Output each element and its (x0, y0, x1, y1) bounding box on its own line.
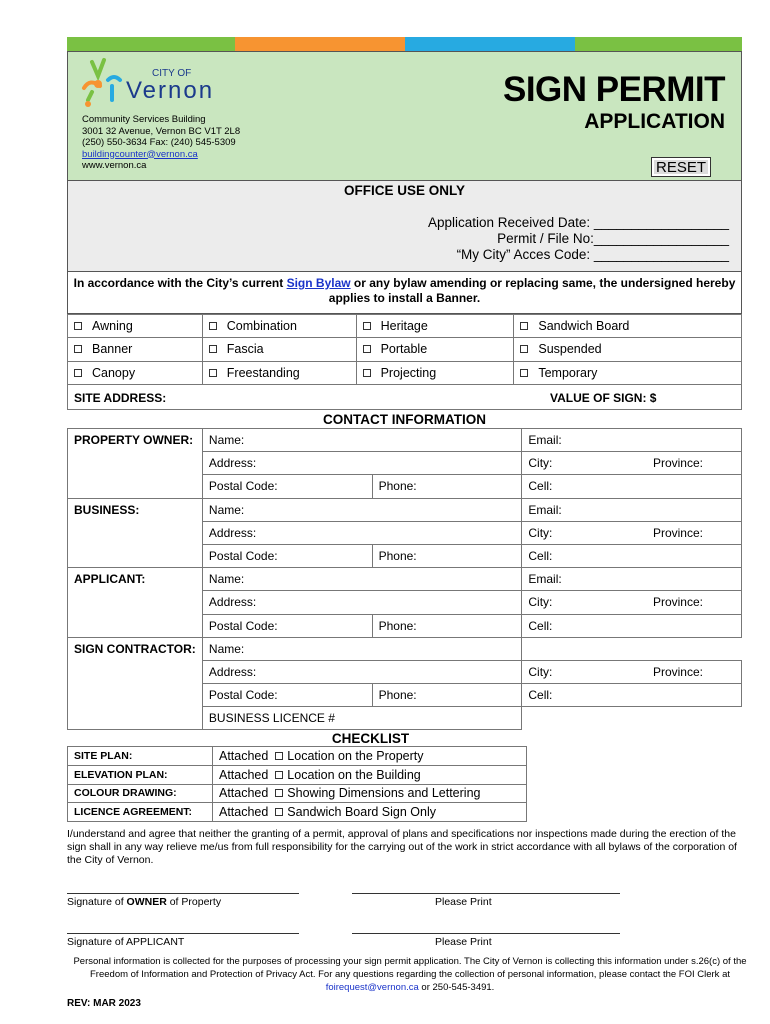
checkbox-icon[interactable] (74, 322, 82, 330)
checkbox-icon[interactable] (275, 789, 283, 797)
checkbox-icon[interactable] (275, 808, 283, 816)
office-use-section (67, 181, 742, 272)
checklist-label: COLOUR DRAWING: (68, 784, 213, 803)
checklist-item[interactable]: Attached Sandwich Board Sign Only (213, 803, 527, 822)
address-line: 3001 32 Avenue, Vernon BC V1T 2L8 (82, 125, 241, 137)
form-header (67, 51, 742, 181)
reset-button[interactable]: RESET (651, 157, 711, 177)
applicant-signature-line[interactable] (67, 933, 299, 934)
office-use-title: OFFICE USE ONLY (343, 183, 466, 198)
form-title: SIGN PERMIT (502, 70, 725, 109)
checklist-label: SITE PLAN: (68, 747, 213, 766)
address-field[interactable]: Address: (202, 452, 521, 475)
form-subtitle: APPLICATION (584, 110, 725, 133)
sign-type-option[interactable]: Canopy (68, 361, 203, 384)
phone-field[interactable]: Phone: (372, 684, 522, 707)
revision-label: REV: MAR 2023 (67, 998, 141, 1009)
sign-type-option[interactable]: Combination (202, 315, 356, 338)
email-field[interactable]: Email: (522, 498, 742, 521)
owner-signature-line[interactable] (67, 893, 299, 894)
checkbox-icon[interactable] (363, 369, 371, 377)
province-field[interactable]: Province: (652, 664, 703, 679)
checkbox-icon[interactable] (520, 322, 528, 330)
name-field[interactable]: Name: (202, 568, 521, 591)
role-label: PROPERTY OWNER: (68, 429, 203, 499)
address-field[interactable]: Address: (202, 521, 521, 544)
email-link[interactable]: buildingcounter@vernon.ca (82, 148, 198, 160)
address-field[interactable]: Address: (202, 660, 521, 683)
sign-type-option[interactable]: Banner (68, 338, 203, 361)
name-field[interactable]: Name: (202, 637, 521, 660)
checkbox-icon[interactable] (209, 322, 217, 330)
sign-bylaw-link[interactable]: Sign Bylaw (286, 276, 351, 290)
city-field[interactable]: City: Province: (522, 660, 742, 683)
cell-field[interactable]: Cell: (522, 684, 742, 707)
checkbox-icon[interactable] (520, 369, 528, 377)
agreement-text: I/understand and agree that neither the granting of a permit, approval of plans and specifications nor inspections made during the erection of the sign shall in any way relieve me/us from full responsibility for the carrying out of the work in strict accordance with all bylaws of the corporation of the City of Vernon. (67, 828, 737, 866)
checkbox-icon[interactable] (209, 369, 217, 377)
cell-field[interactable]: Cell: (522, 544, 742, 567)
color-bar-segment (67, 37, 235, 51)
checklist-title: CHECKLIST (331, 731, 410, 746)
sign-type-option[interactable]: Heritage (356, 315, 514, 338)
checklist-table (67, 746, 527, 822)
cell-field[interactable]: Cell: (522, 475, 742, 498)
color-bar-segment (575, 37, 742, 51)
checklist-item[interactable]: Attached Showing Dimensions and Lettering (213, 784, 527, 803)
checklist-item[interactable]: Attached Location on the Property (213, 747, 527, 766)
cell-field[interactable]: Cell: (522, 614, 742, 637)
brand-color-bar (67, 37, 742, 51)
please-print-label: Please Print (435, 936, 492, 948)
checkbox-icon[interactable] (74, 369, 82, 377)
province-field[interactable]: Province: (652, 595, 703, 610)
sign-type-option[interactable]: Temporary (514, 361, 742, 384)
checklist-label: LICENCE AGREEMENT: (68, 803, 213, 822)
role-label: SIGN CONTRACTOR: (68, 637, 203, 730)
sign-type-options (67, 314, 742, 385)
value-of-sign-field[interactable]: VALUE OF SIGN: $ (550, 391, 657, 405)
city-of-vernon-logo (78, 56, 248, 112)
owner-signature-label: Signature of OWNER of Property (67, 896, 222, 908)
postal-code-field[interactable]: Postal Code: (202, 475, 372, 498)
contact-information-table (67, 428, 742, 730)
checkbox-icon[interactable] (363, 322, 371, 330)
email-field[interactable]: Email: (522, 568, 742, 591)
postal-code-field[interactable]: Postal Code: (202, 684, 372, 707)
phone-field[interactable]: Phone: (372, 614, 522, 637)
my-city-access-code-field[interactable]: “My City” Acces Code: __________________ (456, 247, 729, 262)
logo-city-of: CITY OF (152, 68, 192, 79)
sign-type-option[interactable]: Fascia (202, 338, 356, 361)
sign-type-option[interactable]: Awning (68, 315, 203, 338)
sign-type-option[interactable]: Portable (356, 338, 514, 361)
city-field[interactable]: City: Province: (522, 591, 742, 614)
sign-type-option[interactable]: Suspended (514, 338, 742, 361)
email-field[interactable]: Email: (522, 429, 742, 452)
contact-information-title: CONTACT INFORMATION (67, 410, 742, 428)
color-bar-segment (405, 37, 575, 51)
address-line: Community Services Building (82, 114, 206, 125)
checklist-item[interactable]: Attached Location on the Building (213, 765, 527, 784)
contact-details (82, 114, 240, 172)
accordance-statement: In accordance with the City’s current Sign Bylaw or any bylaw amending or replacing same, the undersigned hereby applies to install a Banner. (67, 272, 742, 314)
city-field[interactable]: City: Province: (522, 521, 742, 544)
sign-type-option[interactable]: Sandwich Board (514, 315, 742, 338)
applicant-signature-label: Signature of APPLICANT (67, 936, 185, 948)
permit-file-no-field[interactable]: Permit / File No:__________________ (497, 231, 729, 246)
phone-field[interactable]: Phone: (372, 544, 522, 567)
role-label: APPLICANT: (68, 568, 203, 638)
sign-type-option[interactable]: Freestanding (202, 361, 356, 384)
postal-code-field[interactable]: Postal Code: (202, 614, 372, 637)
color-bar-segment (235, 37, 405, 51)
checkbox-icon[interactable] (74, 345, 82, 353)
website-text: www.vernon.ca (82, 160, 147, 171)
checkbox-icon[interactable] (275, 771, 283, 779)
address-line: (250) 550-3634 Fax: (240) 545-5309 (82, 137, 236, 148)
city-field[interactable]: City: Province: (522, 452, 742, 475)
sign-type-option[interactable]: Projecting (356, 361, 514, 384)
checkbox-icon[interactable] (209, 345, 217, 353)
foi-email-link[interactable]: foirequest@vernon.ca (325, 982, 419, 993)
logo-vernon: Vernon (126, 77, 215, 104)
role-label: BUSINESS: (68, 498, 203, 568)
province-field[interactable]: Province: (652, 456, 703, 471)
checkbox-icon[interactable] (363, 345, 371, 353)
site-address-row (67, 384, 742, 410)
owner-print-line[interactable] (352, 893, 620, 894)
address-field[interactable]: Address: (202, 591, 521, 614)
checklist-label: ELEVATION PLAN: (68, 765, 213, 784)
province-field[interactable]: Province: (652, 525, 703, 540)
applicant-print-line[interactable] (352, 933, 620, 934)
checkbox-icon[interactable] (520, 345, 528, 353)
checkbox-icon[interactable] (275, 752, 283, 760)
business-licence-field[interactable]: BUSINESS LICENCE # (202, 707, 521, 730)
phone-field[interactable]: Phone: (372, 475, 522, 498)
postal-code-field[interactable]: Postal Code: (202, 544, 372, 567)
name-field[interactable]: Name: (202, 429, 521, 452)
please-print-label: Please Print (435, 896, 492, 908)
name-field[interactable]: Name: (202, 498, 521, 521)
application-received-date-field[interactable]: Application Received Date: __________________ (428, 215, 729, 230)
privacy-notice: Personal information is collected for the purposes of processing your sign permit application. The City of Vernon is collecting this information under s.26(c) of the Freedom of Information and Protection of Privacy Act. For any questions regarding the collection of personal information, please contact the FOI Clerk at foirequest@vernon.ca or 250-545-3491. (73, 956, 747, 993)
site-address-field[interactable]: SITE ADDRESS: (74, 391, 167, 405)
